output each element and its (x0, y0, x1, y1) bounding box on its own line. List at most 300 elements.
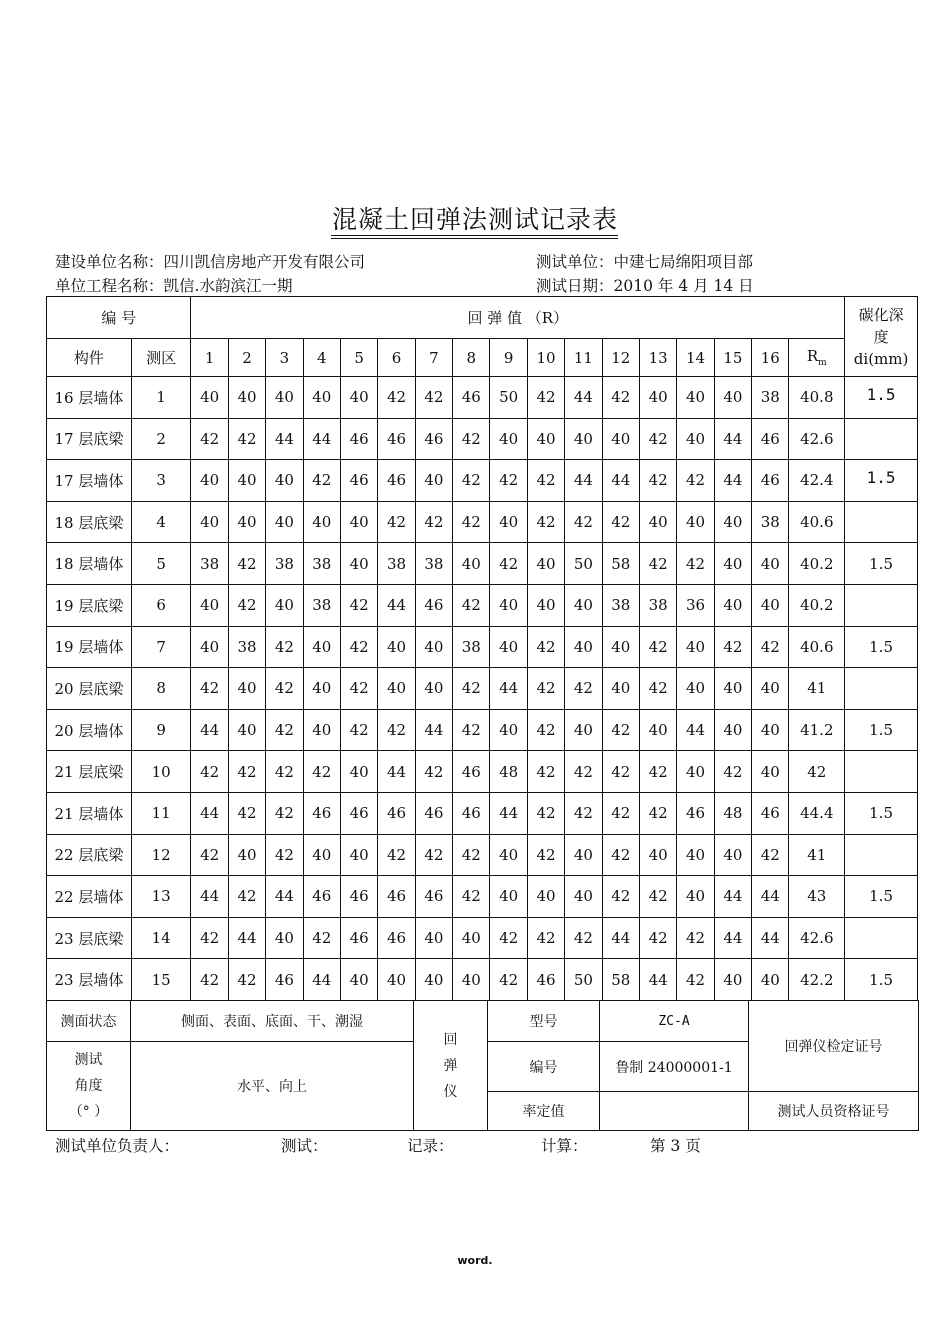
rebound-value-cell: 42 (677, 917, 714, 959)
rebound-value-cell: 40 (752, 584, 789, 626)
rebound-value-cell: 46 (378, 792, 415, 834)
rebound-value-cell: 46 (378, 460, 415, 502)
rebound-value-cell: 40 (228, 709, 265, 751)
date-info (536, 274, 754, 296)
rebound-value-cell: 42 (303, 751, 340, 793)
rebound-value-cell: 46 (303, 792, 340, 834)
rm-value-cell: 40.8 (789, 377, 845, 419)
rebound-value-cell: 46 (453, 792, 490, 834)
zone-cell: 15 (131, 959, 191, 1001)
rebound-value-cell: 40 (752, 751, 789, 793)
rebound-value-cell: 40 (378, 668, 415, 710)
rebound-value-cell: 40 (677, 501, 714, 543)
instrument-char-2: 弹 (443, 1057, 458, 1074)
rebound-value-cell: 40 (677, 876, 714, 918)
project-value: 凯信.水韵滨江一期 (163, 277, 293, 295)
rebound-value-cell: 40 (303, 377, 340, 419)
rebound-value-cell: 40 (527, 543, 564, 585)
column-header-7: 7 (415, 339, 452, 377)
rebound-value-cell: 38 (303, 584, 340, 626)
table-row (47, 418, 918, 460)
surface-value: 侧面、表面、底面、干、潮湿 (131, 1001, 414, 1042)
rebound-value-cell: 42 (639, 626, 676, 668)
rebound-value-cell: 40 (266, 584, 303, 626)
rebound-value-cell: 40 (527, 876, 564, 918)
rebound-value-cell: 44 (266, 876, 303, 918)
column-header-12: 12 (602, 339, 639, 377)
member-cell: 20 层墙体 (47, 709, 132, 751)
footer-head: 测试单位负责人： (55, 1137, 180, 1155)
cert-label: 回弹仪检定证号 (749, 1001, 919, 1092)
rebound-value-cell: 42 (565, 501, 602, 543)
rebound-value-cell: 40 (303, 709, 340, 751)
rebound-value-cell: 48 (714, 792, 751, 834)
builder-label: 建设单位名称： (55, 253, 164, 271)
rebound-value-cell: 46 (527, 959, 564, 1001)
rebound-value-cell: 42 (191, 418, 228, 460)
rm-value-cell: 42.4 (789, 460, 845, 502)
member-cell: 22 层底梁 (47, 834, 132, 876)
rm-value-cell: 40.6 (789, 626, 845, 668)
rebound-value-cell: 40 (453, 959, 490, 1001)
zone-header: 测区 (131, 339, 191, 377)
page-title: 混凝土回弹法测试记录表 (331, 205, 618, 234)
rebound-value-cell: 42 (191, 751, 228, 793)
rebound-value-cell: 40 (228, 501, 265, 543)
table-row (47, 584, 918, 626)
rebound-value-cell: 40 (378, 626, 415, 668)
rebound-value-cell: 42 (527, 377, 564, 419)
table-row (47, 959, 918, 1001)
column-header-13: 13 (639, 339, 676, 377)
angle-label-line2: 角度 (74, 1078, 103, 1094)
rebound-value-cell: 42 (453, 709, 490, 751)
rebound-value-cell: 40 (565, 626, 602, 668)
rebound-value-cell: 42 (677, 959, 714, 1001)
rebound-value-cell: 42 (340, 626, 377, 668)
rebound-header: 回 弹 值 （R） (191, 297, 845, 339)
carbon-header-line3: di(mm) (853, 349, 909, 368)
rebound-value-cell: 42 (639, 751, 676, 793)
rebound-value-cell: 48 (490, 751, 527, 793)
rebound-value-cell: 40 (490, 626, 527, 668)
builder-value: 四川凯信房地产开发有限公司 (163, 253, 366, 271)
rebound-value-cell: 42 (602, 377, 639, 419)
member-cell: 19 层底梁 (47, 584, 132, 626)
rebound-value-cell: 42 (752, 626, 789, 668)
rebound-value-cell: 40 (714, 543, 751, 585)
rebound-value-cell: 40 (415, 626, 452, 668)
rebound-value-cell: 42 (191, 917, 228, 959)
rebound-value-cell: 44 (415, 709, 452, 751)
rebound-value-cell: 42 (565, 917, 602, 959)
rebound-value-cell: 42 (266, 626, 303, 668)
rm-value-cell: 41.2 (789, 709, 845, 751)
rebound-value-cell: 42 (415, 377, 452, 419)
rebound-value-cell: 46 (303, 876, 340, 918)
column-header-14: 14 (677, 339, 714, 377)
carbon-depth-cell: 1.5 (845, 460, 918, 502)
rebound-value-cell: 42 (565, 792, 602, 834)
rebound-value-cell: 42 (266, 792, 303, 834)
carbon-depth-cell (845, 501, 918, 543)
footer-calc: 计算： (541, 1137, 588, 1155)
member-cell: 20 层底梁 (47, 668, 132, 710)
member-cell: 18 层底梁 (47, 501, 132, 543)
rebound-value-cell: 58 (602, 543, 639, 585)
table-row (47, 709, 918, 751)
rebound-value-cell: 42 (527, 668, 564, 710)
rebound-value-cell: 40 (527, 418, 564, 460)
rebound-value-cell: 42 (340, 584, 377, 626)
rebound-value-cell: 40 (714, 584, 751, 626)
rebound-value-cell: 40 (191, 377, 228, 419)
rebound-value-cell: 46 (378, 876, 415, 918)
title-underline (331, 235, 618, 236)
member-cell: 23 层底梁 (47, 917, 132, 959)
rebound-value-cell: 44 (303, 959, 340, 1001)
rebound-value-cell: 40 (453, 917, 490, 959)
rebound-value-cell: 46 (415, 418, 452, 460)
rebound-value-cell: 44 (490, 792, 527, 834)
rebound-value-cell: 58 (602, 959, 639, 1001)
rebound-value-cell: 42 (228, 543, 265, 585)
rebound-value-cell: 40 (340, 501, 377, 543)
rebound-value-cell: 40 (714, 668, 751, 710)
rm-value-cell: 41 (789, 834, 845, 876)
rebound-value-cell: 42 (527, 917, 564, 959)
rebound-value-cell: 42 (527, 460, 564, 502)
rebound-value-cell: 42 (378, 501, 415, 543)
rebound-value-cell: 46 (415, 792, 452, 834)
rebound-value-cell: 40 (639, 709, 676, 751)
rebound-value-cell: 46 (340, 418, 377, 460)
rebound-value-cell: 46 (378, 418, 415, 460)
rebound-value-cell: 40 (490, 584, 527, 626)
rebound-value-cell: 40 (565, 584, 602, 626)
rebound-table (46, 296, 918, 1001)
instrument-label (414, 1001, 488, 1131)
rebound-value-cell: 42 (602, 751, 639, 793)
rm-symbol: R (806, 347, 819, 365)
rebound-value-cell: 40 (490, 876, 527, 918)
angle-label (47, 1042, 131, 1131)
carbon-depth-cell: 1.5 (845, 876, 918, 918)
table-row (47, 792, 918, 834)
zone-cell: 9 (131, 709, 191, 751)
zone-cell: 5 (131, 543, 191, 585)
rebound-value-cell: 40 (415, 917, 452, 959)
rebound-value-cell: 42 (378, 709, 415, 751)
number-header: 编 号 (47, 297, 191, 339)
rebound-value-cell: 42 (639, 792, 676, 834)
zone-cell: 12 (131, 834, 191, 876)
rebound-value-cell: 40 (266, 917, 303, 959)
table-row (47, 460, 918, 502)
rm-value-cell: 42.2 (789, 959, 845, 1001)
member-cell: 16 层墙体 (47, 377, 132, 419)
rebound-value-cell: 42 (527, 501, 564, 543)
rebound-value-cell: 40 (340, 834, 377, 876)
angle-label-line3: （° ） (68, 1104, 109, 1120)
rebound-value-cell: 40 (453, 543, 490, 585)
rebound-value-cell: 44 (191, 876, 228, 918)
rebound-value-cell: 40 (228, 834, 265, 876)
column-header-2: 2 (228, 339, 265, 377)
rebound-value-cell: 44 (378, 751, 415, 793)
rebound-value-cell: 46 (677, 792, 714, 834)
rebound-value-cell: 40 (714, 377, 751, 419)
rebound-value-cell: 40 (303, 668, 340, 710)
rebound-value-cell: 46 (453, 751, 490, 793)
header-row-top (47, 297, 918, 339)
rebound-value-cell: 50 (565, 959, 602, 1001)
rebound-value-cell: 42 (228, 959, 265, 1001)
builder-info (55, 250, 365, 272)
carbon-depth-cell: 1.5 (845, 709, 918, 751)
rebound-value-cell: 40 (714, 709, 751, 751)
rebound-value-cell: 42 (752, 834, 789, 876)
carbon-depth-cell: 1.5 (845, 626, 918, 668)
rebound-value-cell: 44 (602, 460, 639, 502)
rebound-value-cell: 40 (266, 377, 303, 419)
rebound-value-cell: 42 (266, 668, 303, 710)
rebound-value-cell: 40 (303, 834, 340, 876)
instrument-char-1: 回 (443, 1031, 458, 1048)
rebound-value-cell: 42 (191, 959, 228, 1001)
rebound-value-cell: 44 (602, 917, 639, 959)
carbon-depth-cell (845, 834, 918, 876)
table-row (47, 543, 918, 585)
rebound-value-cell: 42 (602, 792, 639, 834)
rebound-value-cell: 42 (527, 834, 564, 876)
member-cell: 23 层墙体 (47, 959, 132, 1001)
instrument-table (46, 1000, 919, 1131)
rebound-value-cell: 42 (378, 834, 415, 876)
rebound-value-cell: 40 (677, 418, 714, 460)
zone-cell: 8 (131, 668, 191, 710)
rebound-value-cell: 42 (490, 460, 527, 502)
rebound-value-cell: 46 (340, 917, 377, 959)
rebound-value-cell: 40 (340, 959, 377, 1001)
rebound-value-cell: 40 (340, 543, 377, 585)
rebound-value-cell: 40 (228, 377, 265, 419)
rebound-value-cell: 46 (266, 959, 303, 1001)
rebound-value-cell: 42 (453, 834, 490, 876)
member-cell: 17 层墙体 (47, 460, 132, 502)
column-header-1: 1 (191, 339, 228, 377)
rebound-value-cell: 40 (490, 501, 527, 543)
rebound-value-cell: 44 (266, 418, 303, 460)
member-cell: 18 层墙体 (47, 543, 132, 585)
rebound-value-cell: 38 (228, 626, 265, 668)
rebound-value-cell: 42 (303, 917, 340, 959)
rebound-value-cell: 40 (752, 668, 789, 710)
rebound-value-cell: 40 (565, 834, 602, 876)
rebound-value-cell: 42 (266, 709, 303, 751)
rm-value-cell: 44.4 (789, 792, 845, 834)
column-header-5: 5 (340, 339, 377, 377)
rebound-value-cell: 50 (490, 377, 527, 419)
rebound-value-cell: 40 (340, 377, 377, 419)
rebound-value-cell: 40 (714, 834, 751, 876)
rebound-value-cell: 42 (527, 626, 564, 668)
project-label: 单位工程名称： (55, 277, 164, 295)
rebound-value-cell: 40 (677, 834, 714, 876)
rebound-value-cell: 38 (266, 543, 303, 585)
rebound-value-cell: 40 (266, 501, 303, 543)
rebound-value-cell: 40 (752, 709, 789, 751)
zone-cell: 3 (131, 460, 191, 502)
personnel-label: 测试人员资格证号 (749, 1092, 919, 1131)
tester-value: 中建七局绵阳项目部 (613, 253, 754, 271)
zone-cell: 7 (131, 626, 191, 668)
carbon-header-line1: 碳化深 (858, 305, 904, 324)
rebound-value-cell: 40 (565, 418, 602, 460)
carbon-depth-cell (845, 751, 918, 793)
rebound-value-cell: 40 (490, 834, 527, 876)
rebound-value-cell: 42 (340, 709, 377, 751)
rebound-value-cell: 44 (191, 792, 228, 834)
rebound-value-cell: 40 (415, 668, 452, 710)
rebound-value-cell: 42 (714, 751, 751, 793)
rebound-value-cell: 42 (602, 834, 639, 876)
rebound-value-cell: 42 (490, 959, 527, 1001)
column-header-11: 11 (565, 339, 602, 377)
rebound-value-cell: 40 (677, 626, 714, 668)
rebound-value-cell: 42 (527, 792, 564, 834)
column-header-9: 9 (490, 339, 527, 377)
rebound-value-cell: 38 (639, 584, 676, 626)
rm-value-cell: 40.6 (789, 501, 845, 543)
zone-cell: 2 (131, 418, 191, 460)
rebound-value-cell: 40 (752, 959, 789, 1001)
zone-cell: 11 (131, 792, 191, 834)
member-cell: 19 层墙体 (47, 626, 132, 668)
rebound-value-cell: 42 (453, 876, 490, 918)
rm-value-cell: 40.2 (789, 584, 845, 626)
rebound-value-cell: 40 (415, 460, 452, 502)
rebound-value-cell: 42 (453, 460, 490, 502)
column-header-10: 10 (527, 339, 564, 377)
rebound-value-cell: 40 (677, 377, 714, 419)
rebound-value-cell: 40 (677, 668, 714, 710)
rebound-value-cell: 42 (490, 917, 527, 959)
zone-cell: 13 (131, 876, 191, 918)
footer-test: 测试： (281, 1137, 328, 1155)
rebound-value-cell: 40 (490, 418, 527, 460)
member-cell: 22 层墙体 (47, 876, 132, 918)
rm-value-cell: 43 (789, 876, 845, 918)
rebound-value-cell: 46 (340, 876, 377, 918)
date-label: 测试日期： (536, 277, 614, 295)
rm-header (789, 339, 845, 377)
project-info (55, 274, 292, 296)
rebound-value-cell: 42 (191, 668, 228, 710)
footer-page: 第 3 页 (650, 1137, 701, 1155)
column-header-15: 15 (714, 339, 751, 377)
rebound-value-cell: 44 (191, 709, 228, 751)
rebound-value-cell: 42 (490, 543, 527, 585)
rebound-value-cell: 42 (639, 418, 676, 460)
column-header-4: 4 (303, 339, 340, 377)
rebound-value-cell: 42 (453, 584, 490, 626)
rebound-value-cell: 46 (415, 584, 452, 626)
column-header-16: 16 (752, 339, 789, 377)
column-header-3: 3 (266, 339, 303, 377)
rebound-value-cell: 42 (527, 751, 564, 793)
rebound-value-cell: 40 (191, 501, 228, 543)
rm-subscript: m (818, 358, 827, 368)
column-header-6: 6 (378, 339, 415, 377)
carbon-depth-cell (845, 584, 918, 626)
rebound-value-cell: 46 (415, 876, 452, 918)
tester-info (536, 250, 753, 272)
date-value: 2010 年 4 月 14 日 (613, 277, 754, 295)
rebound-value-cell: 40 (340, 751, 377, 793)
rebound-value-cell: 40 (602, 626, 639, 668)
rebound-value-cell: 42 (527, 709, 564, 751)
rebound-value-cell: 40 (303, 626, 340, 668)
carbon-depth-cell (845, 418, 918, 460)
serial-value: 鲁制 24000001-1 (600, 1042, 749, 1092)
rebound-value-cell: 40 (714, 959, 751, 1001)
table-row (47, 501, 918, 543)
rm-value-cell: 40.2 (789, 543, 845, 585)
table-row (47, 876, 918, 918)
title-underline-second (331, 238, 618, 239)
rebound-value-cell: 42 (453, 668, 490, 710)
rebound-value-cell: 42 (266, 751, 303, 793)
rebound-value-cell: 46 (752, 460, 789, 502)
table-row (47, 668, 918, 710)
zone-cell: 4 (131, 501, 191, 543)
rebound-value-cell: 40 (490, 709, 527, 751)
calib-label: 率定值 (488, 1092, 600, 1131)
footer-record: 记录： (407, 1137, 454, 1155)
rebound-value-cell: 46 (340, 792, 377, 834)
rebound-value-cell: 44 (752, 917, 789, 959)
rebound-value-cell: 42 (191, 834, 228, 876)
rebound-value-cell: 40 (714, 501, 751, 543)
rebound-value-cell: 38 (752, 501, 789, 543)
rebound-value-cell: 40 (191, 584, 228, 626)
rebound-value-cell: 38 (453, 626, 490, 668)
rebound-value-cell: 40 (639, 834, 676, 876)
rebound-value-cell: 42 (677, 543, 714, 585)
zone-cell: 14 (131, 917, 191, 959)
rebound-value-cell: 42 (228, 584, 265, 626)
rebound-value-cell: 44 (565, 377, 602, 419)
rebound-value-cell: 38 (191, 543, 228, 585)
rm-value-cell: 42 (789, 751, 845, 793)
rebound-value-cell: 38 (602, 584, 639, 626)
rebound-value-cell: 44 (714, 917, 751, 959)
angle-label-line1: 测试 (74, 1052, 103, 1068)
rebound-value-cell: 46 (453, 377, 490, 419)
rebound-value-cell: 40 (266, 460, 303, 502)
column-header-8: 8 (453, 339, 490, 377)
rebound-value-cell: 42 (453, 418, 490, 460)
rebound-value-cell: 44 (228, 917, 265, 959)
rebound-value-cell: 44 (714, 876, 751, 918)
rebound-value-cell: 40 (378, 959, 415, 1001)
rebound-value-cell: 38 (415, 543, 452, 585)
rebound-value-cell: 40 (303, 501, 340, 543)
rebound-value-cell: 40 (639, 501, 676, 543)
table-row (47, 751, 918, 793)
zone-cell: 10 (131, 751, 191, 793)
